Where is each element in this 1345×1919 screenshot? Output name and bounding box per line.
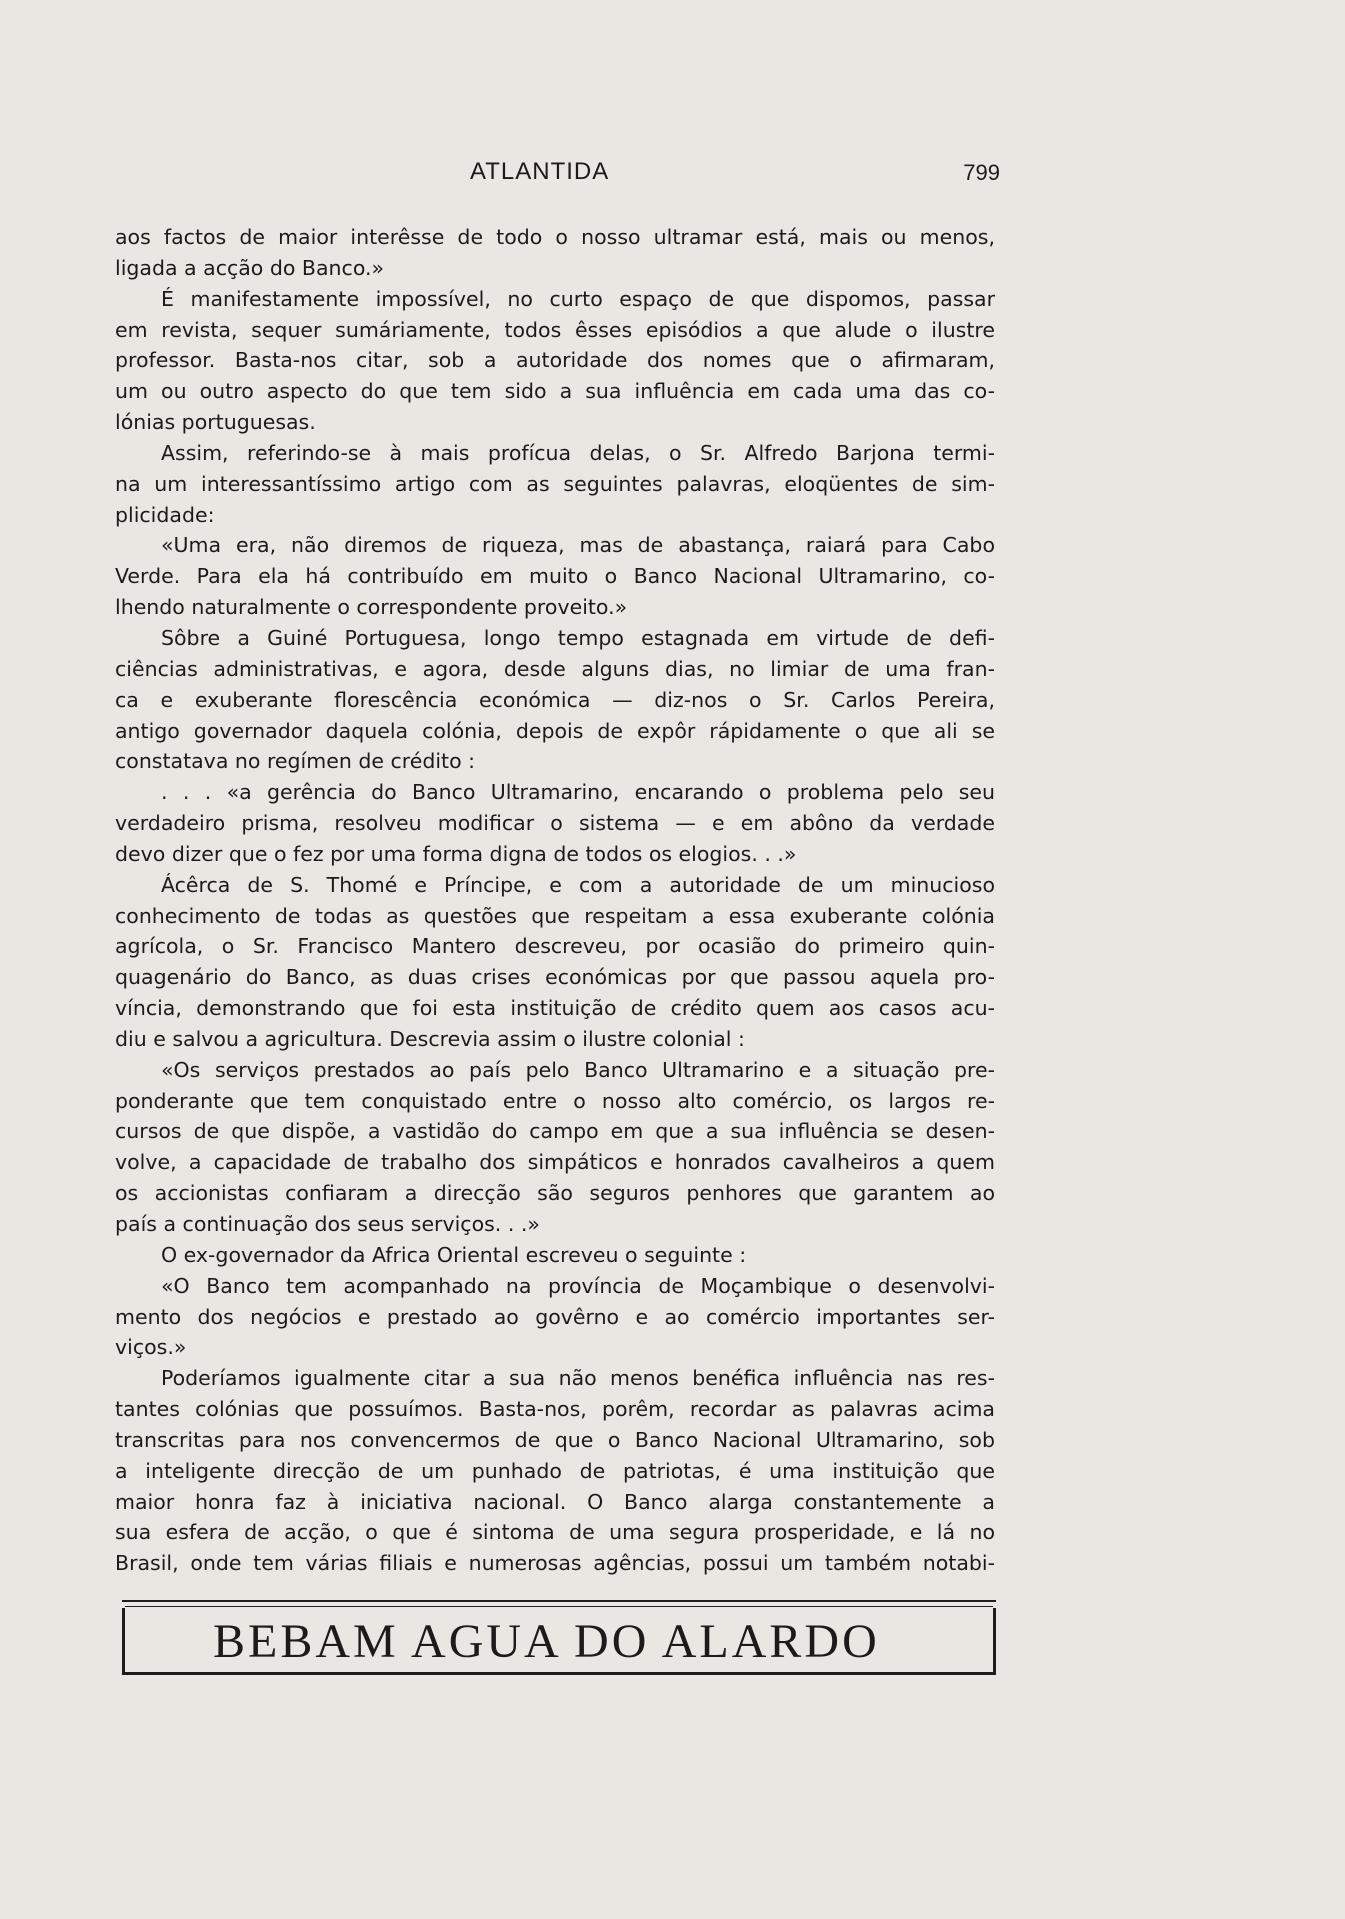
text-line: Assim, referindo-se à mais profícua delas, o Sr. Alfredo Barjona termi-	[161, 440, 995, 465]
text-line: diu e salvou a agricultura. Descrevia assim o ilustre colonial :	[115, 1026, 745, 1051]
text-line: É manifestamente impossível, no curto espaço de que dispomos, passar	[161, 286, 995, 311]
text-line: «O Banco tem acompanhado na província de Moçambique o desenvolvi-	[161, 1273, 995, 1298]
text-line: um ou outro aspecto do que tem sido a sua influência em cada uma das co-	[115, 379, 995, 404]
text-line: mento dos negócios e prestado ao govêrno e ao comércio importantes ser-	[115, 1304, 995, 1329]
text-line: conhecimento de todas as questões que respeitam a essa exuberante colónia	[115, 903, 995, 928]
text-line: plicidade:	[115, 502, 215, 527]
text-line: professor. Basta-nos citar, sob a autoridade dos nomes que o afirmaram,	[115, 348, 995, 373]
text-line: «Uma era, não diremos de riqueza, mas de abastança, raiará para Cabo	[161, 533, 995, 558]
text-line: quagenário do Banco, as duas crises económicas por que passou aquela pro-	[115, 965, 995, 990]
text-line: constatava no regímen de crédito :	[115, 749, 476, 774]
text-line: ponderante que tem conquistado entre o nosso alto comércio, os largos re-	[115, 1088, 995, 1113]
text-line: na um interessantíssimo artigo com as seguintes palavras, eloqüentes de sim-	[115, 471, 995, 496]
text-line: tantes colónias que possuímos. Basta-nos, porêm, recordar as palavras acima	[115, 1397, 995, 1422]
advertisement-box	[122, 1608, 996, 1675]
text-line: maior honra faz à iniciativa nacional. O Banco alarga constantemente a	[115, 1489, 995, 1514]
text-line: os accionistas confiaram a direcção são seguros penhores que garantem ao	[115, 1181, 995, 1206]
text-line: antigo governador daquela colónia, depois de expôr rápidamente o que ali se	[115, 718, 995, 743]
text-line: volve, a capacidade de trabalho dos simpáticos e honrados cavalheiros a quem	[115, 1150, 995, 1175]
text-line: transcritas para nos convencermos de que o Banco Nacional Ultramarino, sob	[115, 1427, 995, 1452]
page-number: 799	[963, 160, 1000, 185]
text-line: lónias portuguesas.	[115, 410, 316, 435]
text-line: viços.»	[115, 1335, 187, 1360]
body-text	[115, 222, 995, 1579]
text-line: Sôbre a Guiné Portuguesa, longo tempo estagnada em virtude de defi-	[161, 625, 995, 650]
text-line: país a continuação dos seus serviços. . .»	[115, 1212, 540, 1236]
text-line: agrícola, o Sr. Francisco Mantero descreveu, por ocasião do primeiro quin-	[115, 934, 995, 959]
text-line: ciências administrativas, e agora, desde alguns dias, no limiar de uma fran-	[115, 656, 995, 681]
text-line: cursos de que dispõe, a vastidão do campo em que a sua influência se desen-	[115, 1119, 995, 1144]
text-line: lhendo naturalmente o correspondente proveito.»	[115, 595, 628, 620]
running-title: ATLANTIDA	[470, 158, 610, 185]
advertisement-text: BEBAM AGUA DO ALARDO	[213, 1615, 880, 1668]
text-line: víncia, demonstrando que foi esta instituição de crédito quem aos casos acu-	[115, 996, 995, 1021]
text-line: devo dizer que o fez por uma forma digna de todos os elogios. . .»	[115, 841, 797, 866]
text-line: Verde. Para ela há contribuído em muito o Banco Nacional Ultramarino, co-	[115, 564, 995, 589]
text-line: aos factos de maior interêsse de todo o nosso ultramar está, mais ou menos,	[115, 225, 995, 249]
text-line: ligada a acção do Banco.»	[115, 255, 385, 280]
text-line: . . . «a gerência do Banco Ultramarino, encarando o problema pelo seu	[161, 780, 995, 805]
text-line: ca e exuberante florescência económica — diz-nos o Sr. Carlos Pereira,	[115, 687, 995, 712]
text-line: verdadeiro prisma, resolveu modificar o sistema — e em abôno da verdade	[115, 811, 995, 836]
text-line: sua esfera de acção, o que é sintoma de uma segura prosperidade, e lá no	[115, 1520, 995, 1545]
text-line: O ex-governador da Africa Oriental escreveu o seguinte :	[161, 1242, 747, 1267]
text-line: a inteligente direcção de um punhado de patriotas, é uma instituição que	[115, 1458, 995, 1483]
text-line: Poderíamos igualmente citar a sua não menos benéfica influência nas res-	[161, 1366, 995, 1391]
text-line: em revista, sequer sumáriamente, todos êsses episódios a que alude o ilustre	[115, 317, 995, 342]
text-line: Ácêrca de S. Thomé e Príncipe, e com a autoridade de um minucioso	[161, 872, 995, 897]
text-line: «Os serviços prestados ao país pelo Banco Ultramarino e a situação pre-	[161, 1057, 995, 1082]
page-header	[115, 158, 1000, 192]
text-line: Brasil, onde tem várias filiais e numerosas agências, possui um também notabi-	[115, 1551, 995, 1576]
